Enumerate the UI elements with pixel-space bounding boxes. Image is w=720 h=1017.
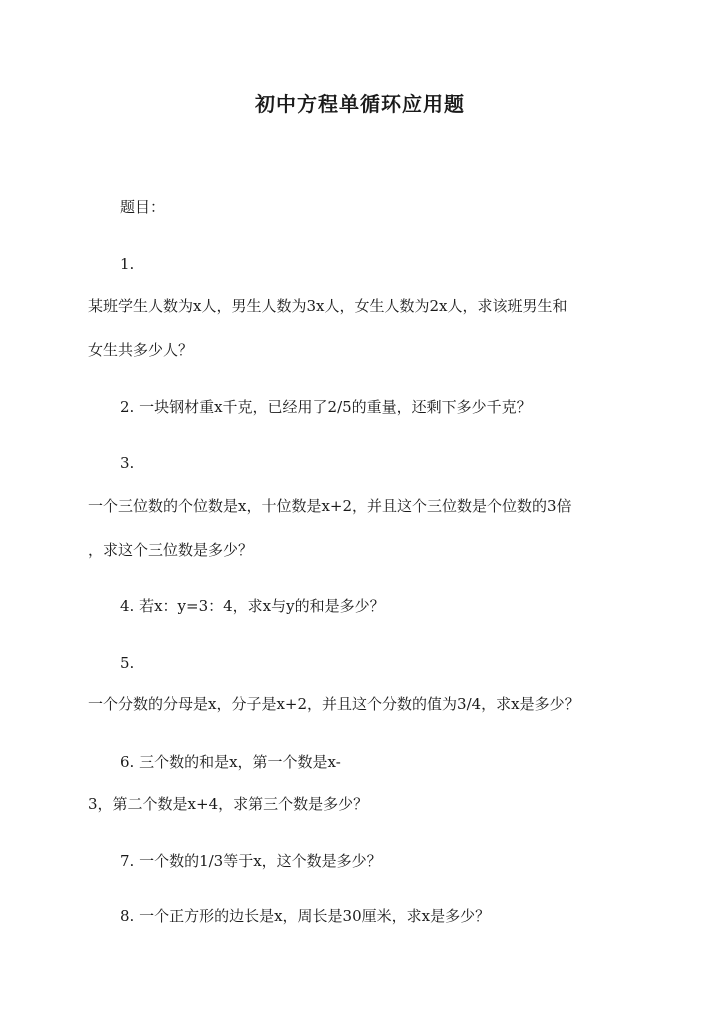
- question-1-number: 1.: [120, 255, 135, 273]
- question-2-text: 2. 一块钢材重x千克，已经用了2/5的重量，还剩下多少千克？: [120, 398, 532, 416]
- section-heading: 题目：: [120, 198, 166, 216]
- question-8-text: 8. 一个正方形的边长是x，周长是30厘米，求x是多少？: [120, 907, 491, 925]
- question-1-text-line-2: 女生共多少人？: [88, 341, 194, 359]
- question-7-text: 7. 一个数的1/3等于x，这个数是多少？: [120, 852, 382, 870]
- question-3-text-line-2: ，求这个三位数是多少？: [88, 541, 254, 559]
- question-5-number: 5.: [120, 654, 135, 672]
- question-3-number: 3.: [120, 454, 135, 472]
- question-6-text-line-2: 3，第二个数是x+4，求第三个数是多少？: [88, 795, 369, 813]
- question-5-text: 一个分数的分母是x，分子是x+2，并且这个分数的值为3/4，求x是多少？: [88, 695, 580, 713]
- question-1-text-line-1: 某班学生人数为x人，男生人数为3x人，女生人数为2x人，求该班男生和: [88, 297, 568, 315]
- question-3-text-line-1: 一个三位数的个位数是x，十位数是x+2，并且这个三位数是个位数的3倍: [88, 497, 572, 515]
- question-4-text: 4. 若x：y=3：4，求x与y的和是多少？: [120, 597, 385, 615]
- page-title: 初中方程单循环应用题: [255, 92, 465, 116]
- question-6-text-line-1: 6. 三个数的和是x，第一个数是x-: [120, 753, 341, 771]
